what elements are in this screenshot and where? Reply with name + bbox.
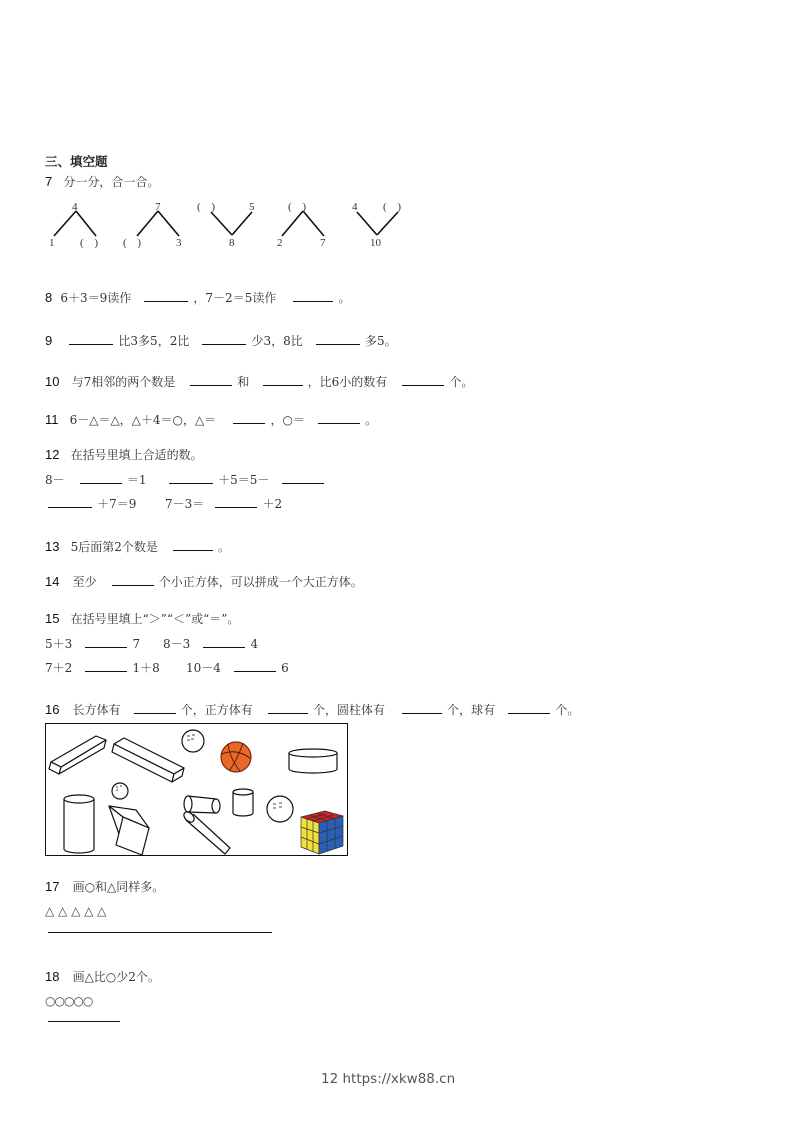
equation-text: ＋5＝5－ bbox=[218, 473, 270, 487]
answer-blank-1[interactable] bbox=[233, 412, 265, 424]
q15-row-2b bbox=[186, 659, 289, 676]
page-footer: 12 https://xkw88.cn bbox=[321, 1071, 456, 1087]
answer-blank-1[interactable] bbox=[190, 374, 232, 386]
drawing-line-q17[interactable] bbox=[48, 932, 272, 933]
question-9 bbox=[45, 332, 397, 349]
question-text: 分一分，合一合。 bbox=[63, 175, 160, 189]
answer-blank-cylinder[interactable] bbox=[402, 702, 442, 714]
sphere-icon bbox=[182, 730, 204, 752]
question-text: 至少 bbox=[72, 575, 97, 589]
answer-blank[interactable] bbox=[169, 472, 213, 484]
comparison-text: 7＋2 bbox=[45, 661, 73, 675]
question-text: 画○和△同样多。 bbox=[72, 880, 165, 894]
question-8 bbox=[45, 289, 351, 306]
cuboid-icon bbox=[112, 738, 184, 782]
sphere-icon bbox=[267, 796, 293, 822]
answer-blank-2[interactable] bbox=[263, 374, 303, 386]
question-text: 。 bbox=[365, 413, 378, 427]
question-16 bbox=[45, 701, 579, 718]
question-number: 15 bbox=[45, 611, 60, 626]
question-text: 多5。 bbox=[364, 334, 397, 348]
question-10 bbox=[45, 373, 473, 390]
question-text: 个，圆柱体有 bbox=[312, 703, 385, 717]
answer-blank-2[interactable] bbox=[202, 333, 246, 345]
equation-text: 8－ bbox=[45, 473, 65, 487]
bond-1-left: 1 bbox=[49, 237, 55, 249]
question-12 bbox=[45, 446, 203, 463]
basketball-icon bbox=[221, 742, 251, 772]
question-text: 长方体有 bbox=[72, 703, 121, 717]
cylinder-icon bbox=[182, 810, 230, 854]
question-number: 16 bbox=[45, 702, 60, 717]
question-text: 个，正方体有 bbox=[180, 703, 253, 717]
comparison-text: 1＋8 bbox=[132, 661, 160, 675]
question-text: 。 bbox=[338, 291, 351, 305]
question-number: 7 bbox=[45, 174, 53, 189]
answer-blank[interactable] bbox=[85, 636, 127, 648]
question-17 bbox=[45, 878, 164, 895]
question-text: 画△比○少2个。 bbox=[72, 970, 160, 984]
question-text: 个。 bbox=[555, 703, 580, 717]
question-number: 14 bbox=[45, 574, 60, 589]
equation-text: ＋7＝9 bbox=[97, 497, 137, 511]
question-number: 13 bbox=[45, 539, 60, 554]
bond-2-top: 7 bbox=[155, 201, 161, 213]
bond-3-right: 5 bbox=[249, 201, 255, 213]
question-number: 12 bbox=[45, 447, 60, 462]
q15-row-1b bbox=[163, 635, 258, 652]
question-text: 个，球有 bbox=[447, 703, 496, 717]
question-text: ，○＝ bbox=[270, 413, 305, 427]
comparison-text: 6 bbox=[281, 661, 289, 675]
answer-blank[interactable] bbox=[282, 472, 324, 484]
answer-blank[interactable] bbox=[203, 636, 245, 648]
question-number: 18 bbox=[45, 969, 60, 984]
bond-3-bottom: 8 bbox=[229, 237, 235, 249]
question-14 bbox=[45, 573, 363, 590]
question-7 bbox=[45, 173, 159, 190]
question-number: 9 bbox=[45, 333, 53, 348]
sphere-icon bbox=[112, 783, 128, 799]
equation-text: ＝1 bbox=[126, 473, 147, 487]
answer-blank-2[interactable] bbox=[293, 290, 333, 302]
question-text: 6－△＝△，△＋4＝○，△＝ bbox=[69, 413, 217, 427]
question-text: 6＋3＝9读作 bbox=[60, 291, 132, 305]
answer-blank[interactable] bbox=[173, 539, 213, 551]
question-text: 。 bbox=[218, 540, 231, 554]
cylinder-icon bbox=[184, 796, 220, 813]
q12-row-2a bbox=[48, 495, 136, 512]
answer-blank-sphere[interactable] bbox=[508, 702, 550, 714]
bond-5-left: 4 bbox=[352, 201, 358, 213]
answer-blank[interactable] bbox=[215, 496, 257, 508]
section-title: 三、填空题 bbox=[45, 155, 108, 169]
answer-blank-1[interactable] bbox=[69, 333, 113, 345]
triangles-row: △ △ △ △ △ bbox=[45, 904, 107, 918]
shapes-picture bbox=[45, 723, 348, 856]
answer-blank[interactable] bbox=[80, 472, 122, 484]
shapes-illustration bbox=[46, 724, 347, 855]
question-text: 与7相邻的两个数是 bbox=[71, 375, 176, 389]
equation-text: 7－3＝ bbox=[165, 497, 205, 511]
comparison-text: 8－3 bbox=[163, 637, 191, 651]
question-number: 11 bbox=[45, 412, 59, 427]
question-text: 在括号里填上“＞”“＜”或“＝”。 bbox=[70, 612, 240, 626]
cylinder-icon bbox=[233, 789, 253, 816]
bond-2-right: 3 bbox=[176, 237, 182, 249]
drawing-line-q18[interactable] bbox=[48, 1021, 120, 1022]
question-13 bbox=[45, 538, 230, 555]
bond-2-left-blank[interactable]: ( ) bbox=[123, 237, 146, 249]
answer-blank-3[interactable] bbox=[316, 333, 360, 345]
q12-row-2b bbox=[165, 495, 282, 512]
q12-row-1a bbox=[45, 471, 146, 488]
circles-row: ○○○○○ bbox=[45, 994, 93, 1008]
q12-row-1b bbox=[169, 471, 324, 488]
answer-blank[interactable] bbox=[234, 660, 276, 672]
answer-blank[interactable] bbox=[85, 660, 127, 672]
question-text: 5后面第2个数是 bbox=[70, 540, 158, 554]
question-text: 少3，8比 bbox=[251, 334, 303, 348]
rubiks-cube-icon bbox=[301, 811, 343, 854]
question-number: 17 bbox=[45, 879, 60, 894]
answer-blank[interactable] bbox=[48, 496, 92, 508]
bond-1-right-blank[interactable]: ( ) bbox=[80, 237, 103, 249]
answer-blank-2[interactable] bbox=[318, 412, 360, 424]
comparison-text: 5＋3 bbox=[45, 637, 73, 651]
question-text: 和 bbox=[237, 375, 250, 389]
bond-3-left-blank[interactable]: ( ) bbox=[197, 201, 220, 213]
question-number: 8 bbox=[45, 290, 53, 305]
cylinder-icon bbox=[289, 749, 337, 773]
question-number: 10 bbox=[45, 374, 60, 389]
answer-blank-1[interactable] bbox=[144, 290, 188, 302]
bond-4-right: 7 bbox=[320, 237, 326, 249]
answer-blank-3[interactable] bbox=[402, 374, 444, 386]
answer-blank-cuboid[interactable] bbox=[134, 702, 176, 714]
question-11 bbox=[45, 411, 377, 428]
bond-5-right-blank[interactable]: ( ) bbox=[383, 201, 406, 213]
question-text: 在括号里填上合适的数。 bbox=[70, 448, 203, 462]
bond-1-top: 4 bbox=[72, 201, 78, 213]
bond-4-top-blank[interactable]: ( ) bbox=[288, 201, 311, 213]
cylinder-icon bbox=[64, 795, 94, 853]
comparison-text: 7 bbox=[132, 637, 141, 651]
bond-4-left: 2 bbox=[277, 237, 283, 249]
question-text: 个小正方体，可以拼成一个大正方体。 bbox=[158, 575, 363, 589]
comparison-text: 4 bbox=[250, 637, 259, 651]
bond-5-bottom: 10 bbox=[370, 237, 381, 249]
equation-text: ＋2 bbox=[262, 497, 283, 511]
question-18 bbox=[45, 968, 160, 985]
question-text: 个。 bbox=[449, 375, 474, 389]
q15-row-2a bbox=[45, 659, 160, 676]
question-15 bbox=[45, 610, 239, 627]
comparison-text: 10－4 bbox=[186, 661, 221, 675]
question-text: ，7－2＝5读作 bbox=[193, 291, 277, 305]
answer-blank-cube[interactable] bbox=[268, 702, 308, 714]
answer-blank[interactable] bbox=[112, 574, 154, 586]
question-text: 比3多5，2比 bbox=[118, 334, 190, 348]
q15-row-1a bbox=[45, 635, 140, 652]
cube-icon bbox=[109, 806, 149, 855]
cuboid-icon bbox=[49, 736, 106, 774]
question-text: ，比6小的数有 bbox=[307, 375, 388, 389]
